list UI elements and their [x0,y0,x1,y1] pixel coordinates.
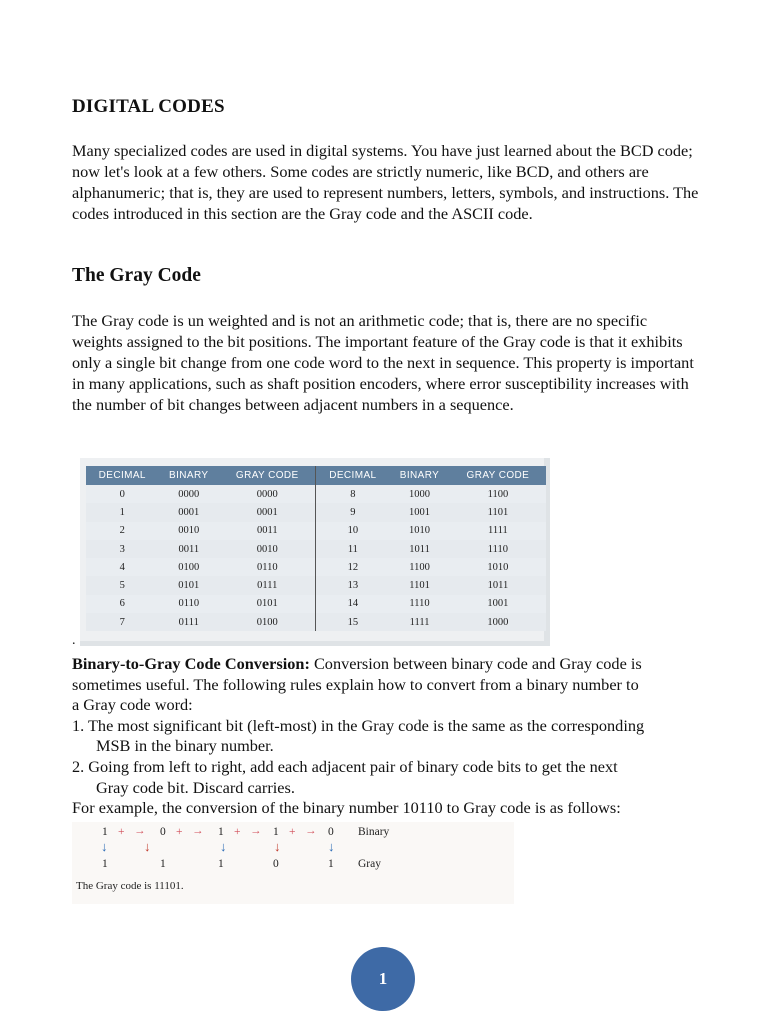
table-cell: 0111 [159,613,220,631]
right-arrow-icon: → [305,825,317,837]
gray-bit: 1 [218,858,224,870]
col-header-gray-code-2: GRAY CODE [450,466,546,485]
table-row [86,540,546,558]
table-cell: 11 [316,540,389,558]
down-arrow-icon: ↓ [274,839,281,854]
binary-bit: 0 [160,826,166,838]
table-cell: 0110 [159,595,220,613]
table-cell: 0111 [219,576,316,594]
table-cell: 0010 [219,540,316,558]
table-body [86,485,546,631]
conversion-lead-2: sometimes useful. The following rules explain how to convert from a binary number to [72,674,639,694]
table-cell: 0 [86,485,159,503]
page-number-badge: 1 [351,947,415,1011]
table-cell: 1111 [389,613,450,631]
table-row [86,613,546,631]
rule-1: 1. The most significant bit (left-most) in the Gray code is the same as the corresponding [72,715,645,735]
table-cell: 1001 [450,595,546,613]
table-cell: 6 [86,595,159,613]
table-cell: 4 [86,558,159,576]
table-cell: 0100 [159,558,220,576]
conversion-example-figure [72,822,514,904]
table-cell: 0101 [219,595,316,613]
table-cell: 0010 [159,522,220,540]
right-arrow-icon: → [192,825,204,837]
table-cell: 1010 [389,522,450,540]
binary-bit: 1 [218,826,224,838]
gray-bit: 1 [102,858,108,870]
plus-sign: + [176,826,183,838]
table-cell: 1101 [450,503,546,521]
conversion-lead: Conversion between binary code and Gray code is [309,654,642,673]
col-header-binary-2: BINARY [389,466,450,485]
binary-bit: 1 [102,826,108,838]
gray-label: Gray [358,858,381,870]
table-cell: 1011 [450,576,546,594]
down-arrow-icon: ↓ [328,839,335,854]
table-cell: 0000 [159,485,220,503]
gray-bit: 1 [328,858,334,870]
table-cell: 15 [316,613,389,631]
col-header-gray-code: GRAY CODE [219,466,316,485]
table-cell: 0100 [219,613,316,631]
example-caption: The Gray code is 11101. [76,880,184,892]
table-cell: 1000 [389,485,450,503]
gray-code-table-figure [80,458,550,646]
table-cell: 3 [86,540,159,558]
table-cell: 7 [86,613,159,631]
down-arrow-icon: ↓ [220,839,227,854]
gray-bit: 1 [160,858,166,870]
col-header-decimal-2: DECIMAL [316,466,389,485]
binary-bit: 1 [273,826,279,838]
binary-label: Binary [358,826,390,838]
col-header-binary: BINARY [159,466,220,485]
table-cell: 2 [86,522,159,540]
right-arrow-icon: → [250,825,262,837]
table-cell: 0000 [219,485,316,503]
plus-sign: + [234,826,241,838]
table-cell: 0001 [219,503,316,521]
rule-2: 2. Going from left to right, add each adjacent pair of binary code bits to get the next [72,756,618,776]
page-title: DIGITAL CODES [72,96,225,117]
table-cell: 1001 [389,503,450,521]
rule-2-cont: Gray code bit. Discard carries. [96,777,295,797]
table-cell: 1100 [389,558,450,576]
table-cell: 1010 [450,558,546,576]
table-cell: 1000 [450,613,546,631]
binary-bit: 0 [328,826,334,838]
table-header-row [86,466,546,485]
table-cell: 14 [316,595,389,613]
col-header-decimal: DECIMAL [86,466,159,485]
conversion-title: Binary-to-Gray Code Conversion: [72,654,310,673]
gray-code-table [86,466,546,631]
table-row [86,503,546,521]
conversion-section [72,654,702,819]
table-cell: 0011 [159,540,220,558]
table-row [86,522,546,540]
example-intro: For example, the conversion of the binary number 10110 to Gray code is as follows: [72,798,621,818]
table-cell: 13 [316,576,389,594]
gray-bit: 0 [273,858,279,870]
table-row [86,485,546,503]
right-arrow-icon: → [134,825,146,837]
rule-1-cont: MSB in the binary number. [96,736,274,756]
gray-code-heading: The Gray Code [72,265,201,286]
plus-sign: + [118,826,125,838]
table-cell: 0011 [219,522,316,540]
down-arrow-icon: ↓ [101,839,108,854]
table-cell: 0101 [159,576,220,594]
table-row [86,595,546,613]
table-cell: 12 [316,558,389,576]
conversion-lead-3: a Gray code word: [72,695,193,715]
table-cell: 1110 [450,540,546,558]
down-arrow-icon: ↓ [144,839,151,854]
table-cell: 1011 [389,540,450,558]
table-cell: 1 [86,503,159,521]
table-row [86,576,546,594]
table-row [86,558,546,576]
stray-period: . [72,633,76,648]
table-cell: 8 [316,485,389,503]
table-cell: 0001 [159,503,220,521]
table-cell: 5 [86,576,159,594]
table-cell: 9 [316,503,389,521]
gray-code-paragraph: The Gray code is un weighted and is not an arithmetic code; that is, there are no specific weights assigned to the bit positions. The important feature of the Gray code is that it exhibits only a single bit change from one code word to the next in sequence. This property is important in many applications, such as shaft position encoders, where error susceptibility increases with the number of bit changes between adjacent numbers in a sequence. [72,311,694,414]
table-cell: 1100 [450,485,546,503]
table-cell: 10 [316,522,389,540]
intro-paragraph: Many specialized codes are used in digital systems. You have just learned about the BCD code; now let's look at a few others. Some codes are strictly numeric, like BCD, and others are alphanumeric; that is, they are used to represent numbers, letters, symbols, and instructions. The codes introduced in this section are the Gray code and the ASCII code. [72,141,699,223]
plus-sign: + [289,826,296,838]
conversion-lead-line [72,654,702,675]
table-cell: 0110 [219,558,316,576]
table-cell: 1110 [389,595,450,613]
table-cell: 1101 [389,576,450,594]
table-cell: 1111 [450,522,546,540]
